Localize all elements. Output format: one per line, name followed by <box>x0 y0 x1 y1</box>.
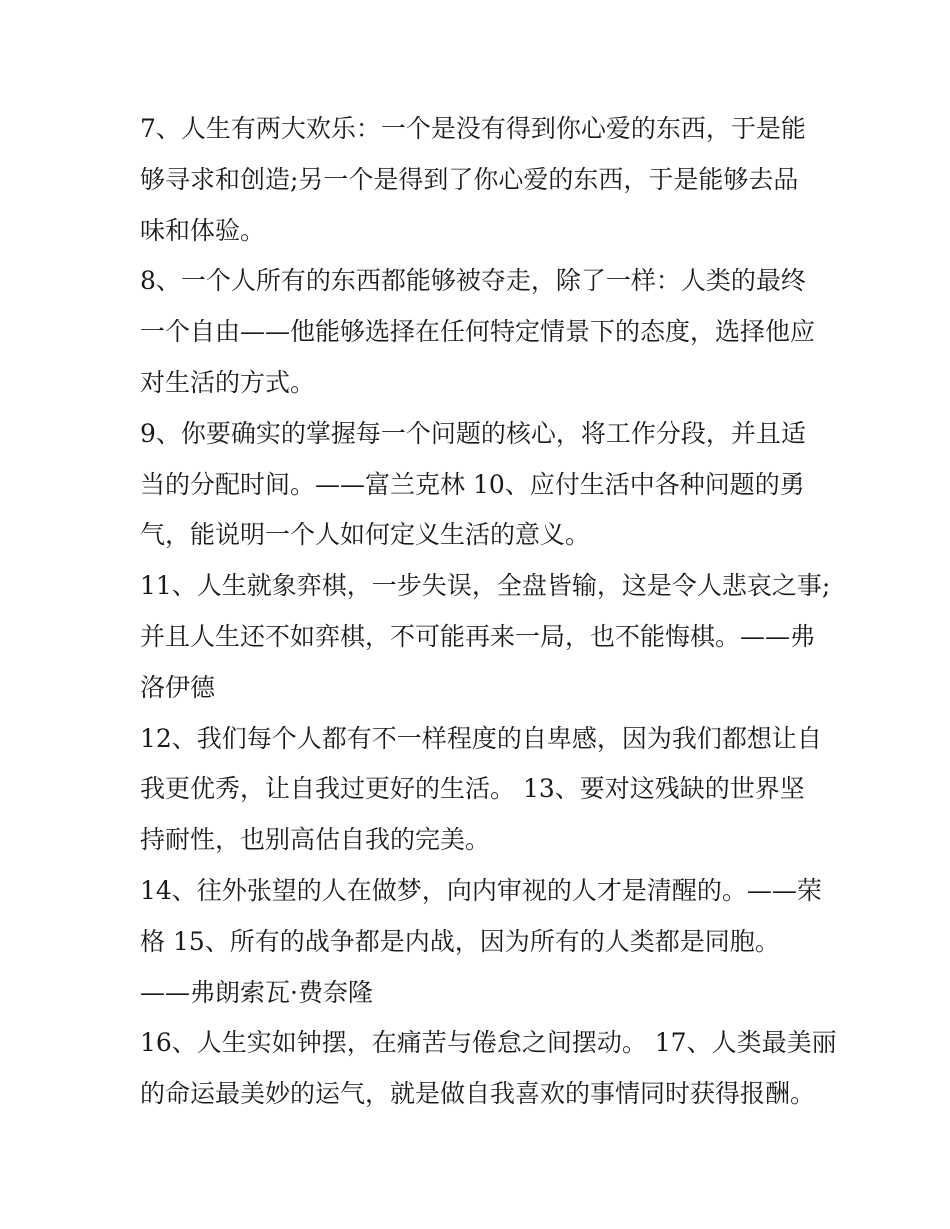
text-line: 11、人生就象弈棋，一步失误，全盘皆输，这是令人悲哀之事; <box>140 571 831 601</box>
text-line: 16、人生实如钟摆，在痛苦与倦怠之间摆动。 17、人类最美丽 <box>140 1028 837 1058</box>
text-line: 14、往外张望的人在做梦，向内审视的人才是清醒的。——荣 <box>140 875 822 905</box>
text-line: 并且人生还不如弈棋，不可能再来一局，也不能悔棋。——弗 <box>140 621 816 651</box>
text-line: 味和体验。 <box>140 215 266 245</box>
text-line: 一个自由——他能够选择在任何特定情景下的态度，选择他应 <box>140 317 816 347</box>
text-line: 当的分配时间。——富兰克林 10、应付生活中各种问题的勇 <box>140 469 805 499</box>
text-line: 9、你要确实的掌握每一个问题的核心，将工作分段，并且适 <box>140 418 806 448</box>
text-line: 格 15、所有的战争都是内战，因为所有的人类都是同胞。 <box>140 926 780 956</box>
text-line: 的命运最美妙的运气，就是做自我喜欢的事情同时获得报酬。 <box>140 1079 816 1109</box>
text-line: 我更优秀，让自我过更好的生活。 13、要对这残缺的世界坚 <box>140 774 805 804</box>
text-line: 7、人生有两大欢乐：一个是没有得到你心爱的东西，于是能 <box>140 114 806 143</box>
text-line: 8、一个人所有的东西都能够被夺走，除了一样：人类的最终 <box>140 266 806 296</box>
text-line: 12、我们每个人都有不一样程度的自卑感，因为我们都想让自 <box>140 723 822 753</box>
text-line: ——弗朗索瓦·费奈隆 <box>140 977 373 1007</box>
text-line: 持耐性，也别高估自我的完美。 <box>140 825 491 855</box>
text-line: 对生活的方式。 <box>140 367 316 397</box>
text-line: 气，能说明一个人如何定义生活的意义。 <box>140 520 591 550</box>
text-line: 够寻求和创造;另一个是得到了你心爱的东西，于是能够去品 <box>140 164 799 194</box>
text-line: 洛伊德 <box>140 672 216 702</box>
quote-text-block <box>140 104 837 1120</box>
